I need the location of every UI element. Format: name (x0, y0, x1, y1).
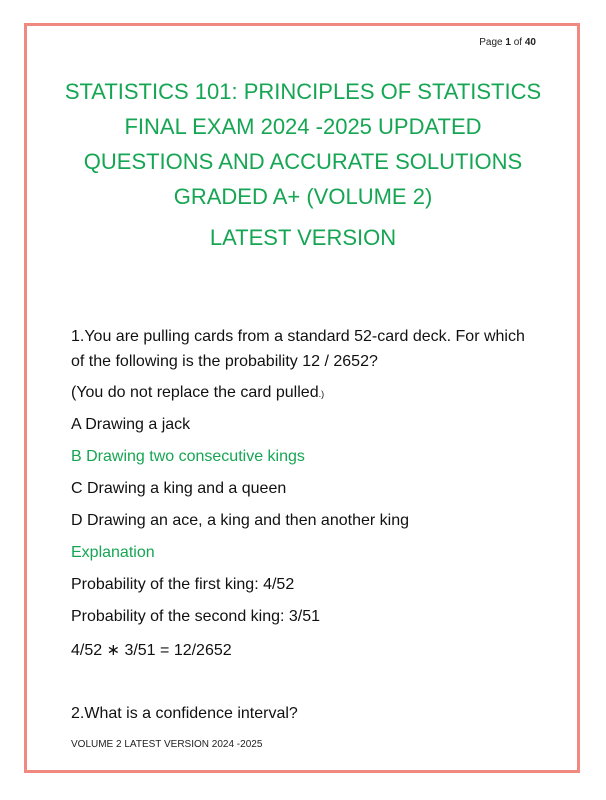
page-number (479, 37, 536, 48)
document-title (40, 74, 566, 214)
explanation-line-1: Probability of the first king: 4/52 (71, 576, 295, 593)
explanation-heading: Explanation (71, 544, 155, 561)
option-c: C Drawing a king and a queen (71, 480, 287, 497)
question-2-text: 2.What is a confidence interval? (71, 705, 298, 722)
question-1-note (71, 384, 324, 402)
title-line-4: GRADED A+ (VOLUME 2) (173, 184, 433, 209)
question-1-text: 1.You are pulling cards from a standard 52-card deck. For which of the following is the probability 12 / 2652? (71, 328, 525, 370)
note-tail: .) (318, 389, 325, 399)
page-label: Page (479, 37, 503, 48)
page-total: 40 (524, 37, 536, 48)
document-subtitle: LATEST VERSION (209, 225, 397, 250)
page-footer: VOLUME 2 LATEST VERSION 2024 -2025 (71, 739, 263, 750)
note-text: (You do not replace the card pulled (71, 384, 319, 401)
option-d: D Drawing an ace, a king and then another king (71, 512, 409, 529)
page-of: of (513, 37, 523, 48)
explanation-line-2: Probability of the second king: 3/51 (71, 608, 321, 625)
option-a: A Drawing a jack (71, 416, 191, 433)
title-line-2: FINAL EXAM 2024 -2025 UPDATED (124, 114, 482, 139)
page-current: 1 (505, 37, 511, 48)
explanation-line-3: 4/52 ∗ 3/51 = 12/2652 (71, 642, 232, 659)
option-b-correct: B Drawing two consecutive kings (71, 448, 305, 465)
title-line-1: STATISTICS 101: PRINCIPLES OF STATISTICS (64, 79, 542, 104)
title-line-3: QUESTIONS AND ACCURATE SOLUTIONS (83, 149, 523, 174)
